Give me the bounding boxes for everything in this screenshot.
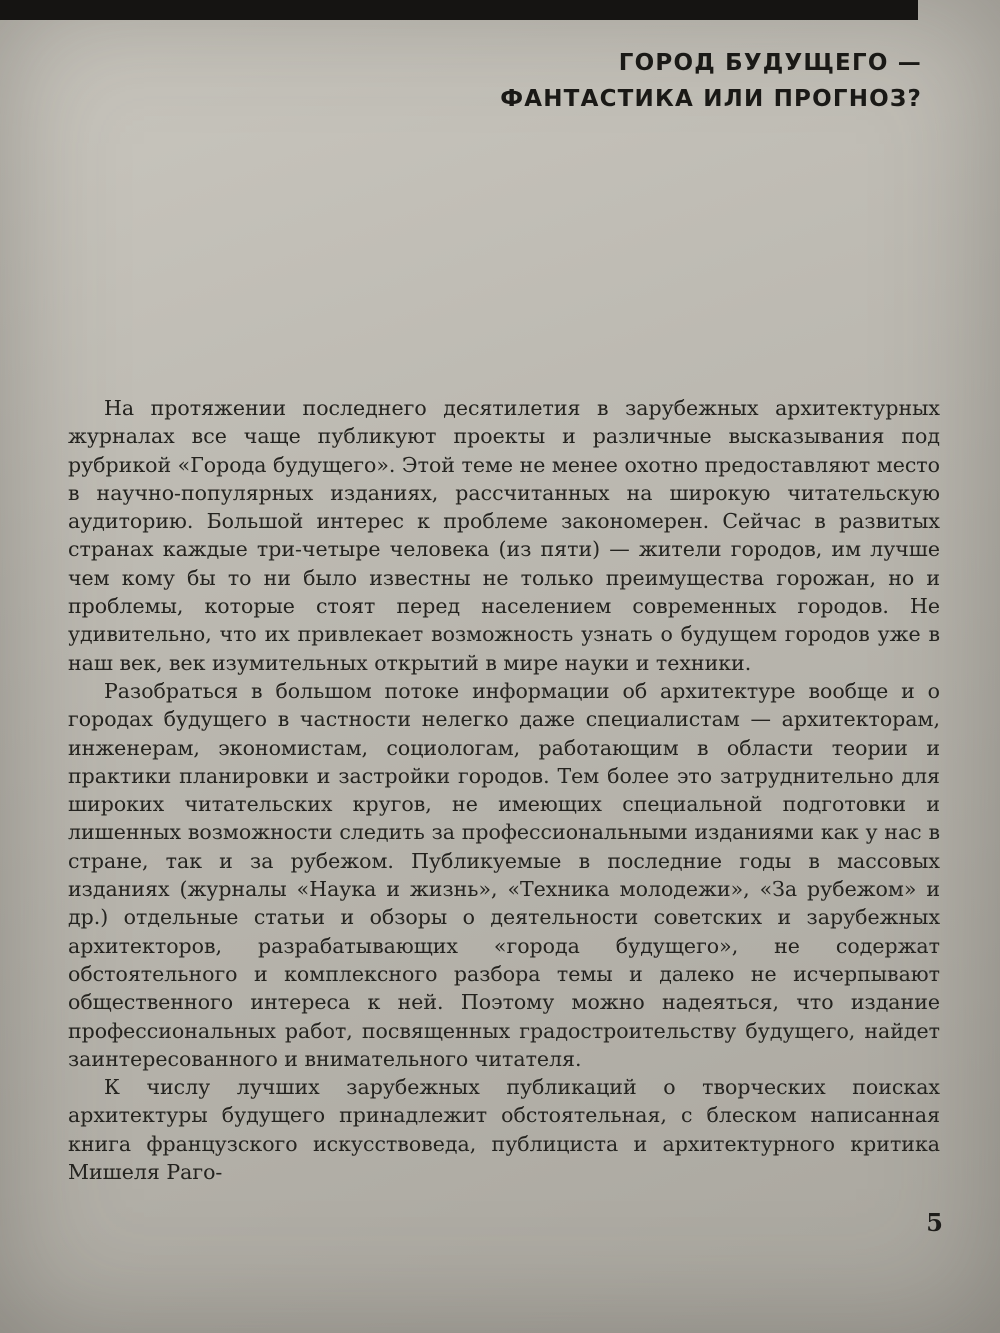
top-rule xyxy=(0,0,918,20)
paragraph-3: К числу лучших зарубежных публикаций о творческих поисках архитектуры будущего принадлежит обстоятельная, с блеском написанная книга французского искусствоведа, публициста и архитектурного критика Мишеля Раго- xyxy=(68,1075,940,1185)
body-text xyxy=(68,394,940,1186)
page-number: 5 xyxy=(926,1208,943,1237)
chapter-title xyxy=(500,45,922,117)
chapter-title-line-2: ФАНТАСТИКА ИЛИ ПРОГНОЗ? xyxy=(500,86,922,112)
chapter-title-line-1: ГОРОД БУДУЩЕГО — xyxy=(618,50,922,76)
paragraph-2: Разобраться в большом потоке информации об архитектуре вообще и о городах будущего в частности нелегко даже специалистам — архитекторам, инженерам, экономистам, социологам, работающим в области теории и практики планировки и застройки городов. Тем более это затруднительно для широких читательских кругов, не имеющих специальной подготовки и лишенных возможности следить за профессиональными изданиями как у нас в стране, так и за рубежом. Публикуемые в последние годы в массовых изданиях (журналы «Наука и жизнь», «Техника молодежи», «За рубежом» и др.) отдельные статьи и обзоры о деятельности советских и зарубежных архитекторов, разрабатывающих «города будущего», не содержат обстоятельного и комплексного разбора темы и далеко не исчерпывают общественного интереса к ней. Поэтому можно надеяться, что издание профессиональных работ, посвященных градостроительству будущего, найдет заинтересованного и внимательного читателя. xyxy=(68,678,940,1071)
paragraph-1: На протяжении последнего десятилетия в зарубежных архитектурных журналах все чаще публикуют проекты и различные высказывания под рубрикой «Города будущего». Этой теме не менее охотно предоставляют место в научно-популярных изданиях, рассчитанных на широкую читательскую аудиторию. Большой интерес к проблеме закономерен. Сейчас в развитых странах каждые три-четыре человека (из пяти) — жители городов, им лучше чем кому бы то ни было известны не только преимущества горожан, но и проблемы, которые стоят перед населением современных городов. Не удивительно, что их привлекает возможность узнать о будущем городов уже в наш век, век изумительных открытий в мире науки и техники. xyxy=(68,396,940,675)
